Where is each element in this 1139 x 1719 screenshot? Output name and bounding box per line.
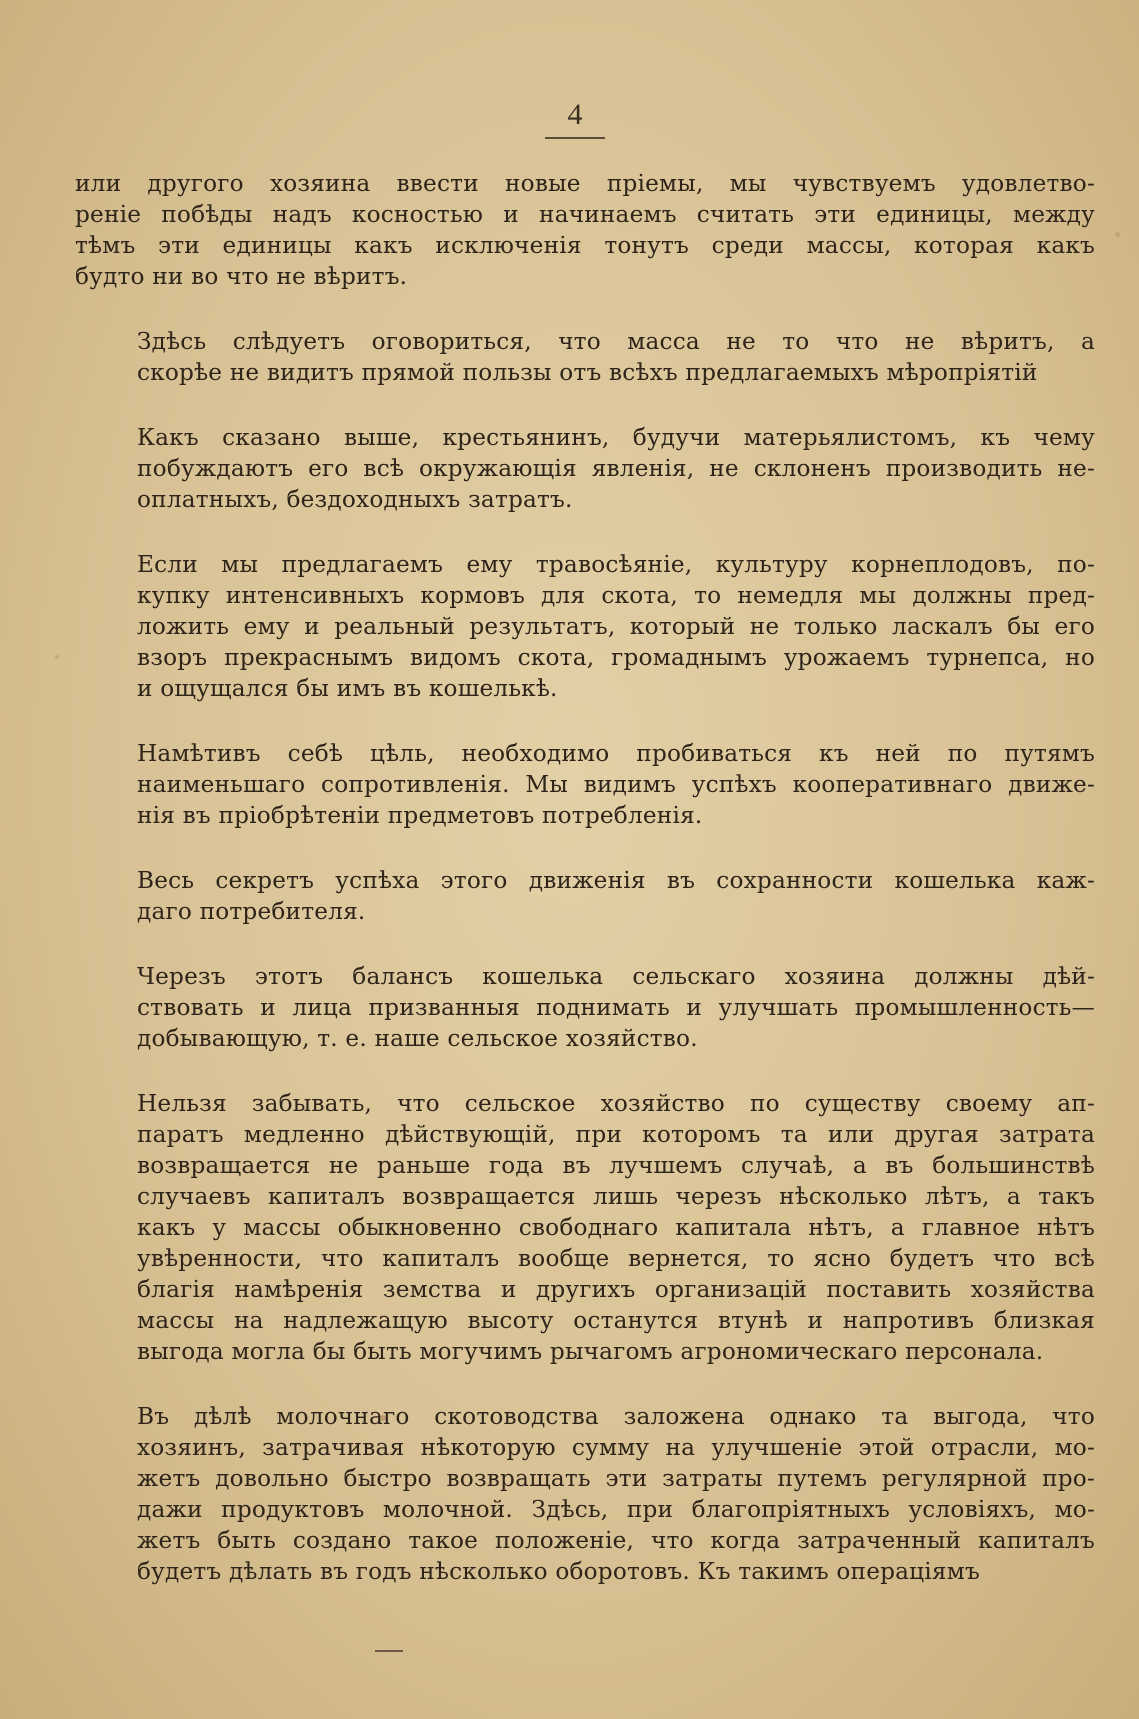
text-line: скорѣе не видитъ прямой пользы отъ всѣхъ предлагаемыхъ мѣропріятій	[137, 359, 1038, 386]
text-line: какъ у массы обыкновенно свободнаго капитала нѣтъ, а главное нѣтъ	[137, 1214, 1095, 1241]
text-line: благія намѣренія земства и другихъ организацій поставить хозяйства	[137, 1276, 1095, 1303]
text-line: увѣренности, что капиталъ вообще вернется, то ясно будетъ что всѣ	[137, 1245, 1095, 1272]
text-line: хозяинъ, затрачивая нѣкоторую сумму на улучшеніе этой отрасли, мо-	[137, 1434, 1095, 1461]
text-line: жетъ довольно быстро возвращать эти затраты путемъ регулярной про-	[137, 1465, 1095, 1492]
page-number-rule	[545, 137, 605, 139]
text-line: возвращается не раньше года въ лучшемъ случаѣ, а въ большинствѣ	[137, 1152, 1095, 1179]
text-line: Въ дѣлѣ молочнаго скотоводства заложена однако та выгода, что	[137, 1403, 1095, 1430]
paragraph	[75, 738, 1095, 831]
paragraph	[75, 1088, 1095, 1367]
text-line: выгода могла бы быть могучимъ рычагомъ агрономическаго персонала.	[137, 1338, 1044, 1365]
text-line: жетъ быть создано такое положеніе, что когда затраченный капиталъ	[137, 1527, 1095, 1554]
text-line: или другого хозяина ввести новые пріемы, мы чувствуемъ удовлетво-	[75, 170, 1095, 197]
body-text	[75, 168, 1095, 1621]
text-line: будто ни во что не вѣритъ.	[75, 263, 408, 290]
page-number: 4	[567, 98, 583, 131]
text-line: тѣмъ эти единицы какъ исключенія тонутъ среди массы, которая какъ	[75, 232, 1095, 259]
paragraph	[75, 961, 1095, 1054]
paragraph	[75, 1401, 1095, 1587]
paragraph	[75, 422, 1095, 515]
text-line: даго потребителя.	[137, 898, 366, 925]
text-line: Черезъ этотъ балансъ кошелька сельскаго хозяина должны дѣй-	[137, 963, 1095, 990]
paragraph	[75, 865, 1095, 927]
text-line: дажи продуктовъ молочной. Здѣсь, при благопріятныхъ условіяхъ, мо-	[137, 1496, 1095, 1523]
text-line: ствовать и лица призванныя поднимать и улучшать промышленность—	[137, 994, 1095, 1021]
text-line: нія въ пріобрѣтеніи предметовъ потребленія.	[137, 802, 703, 829]
paragraph	[75, 168, 1095, 292]
text-line: наименьшаго сопротивленія. Мы видимъ успѣхъ кооперативнаго движе-	[137, 771, 1095, 798]
text-line: Намѣтивъ себѣ цѣль, необходимо пробиваться къ ней по путямъ	[137, 740, 1095, 767]
paper-stain	[55, 655, 59, 659]
paper-stain	[380, 1415, 386, 1421]
text-line: купку интенсивныхъ кормовъ для скота, то немедля мы должны пред-	[137, 582, 1095, 609]
text-line: побуждаютъ его всѣ окружающія явленія, не склоненъ производить не-	[137, 455, 1095, 482]
paragraph	[75, 326, 1095, 388]
paper-stain	[1115, 232, 1120, 237]
text-line: ложить ему и реальный результатъ, который не только ласкалъ бы его	[137, 613, 1095, 640]
text-line: Здѣсь слѣдуетъ оговориться, что масса не то что не вѣритъ, а	[137, 328, 1095, 355]
text-line: Если мы предлагаемъ ему травосѣяніе, культуру корнеплодовъ, по-	[137, 551, 1095, 578]
text-line: случаевъ капиталъ возвращается лишь черезъ нѣсколько лѣтъ, а такъ	[137, 1183, 1095, 1210]
text-line: массы на надлежащую высоту останутся втунѣ и напротивъ близкая	[137, 1307, 1095, 1334]
paragraph	[75, 549, 1095, 704]
text-line: паратъ медленно дѣйствующій, при которомъ та или другая затрата	[137, 1121, 1095, 1148]
text-line: реніе побѣды надъ косностью и начинаемъ считать эти единицы, между	[75, 201, 1095, 228]
text-line: будетъ дѣлать въ годъ нѣсколько оборотовъ. Къ такимъ операціямъ	[137, 1558, 980, 1585]
text-line: Нельзя забывать, что сельское хозяйство по существу своему ап-	[137, 1090, 1095, 1117]
text-line: оплатныхъ, бездоходныхъ затратъ.	[137, 486, 573, 513]
text-line: Какъ сказано выше, крестьянинъ, будучи матерьялистомъ, къ чему	[137, 424, 1095, 451]
bottom-mark	[375, 1650, 403, 1652]
text-line: добывающую, т. е. наше сельское хозяйство.	[137, 1025, 698, 1052]
text-line: взоръ прекраснымъ видомъ скота, громаднымъ урожаемъ турнепса, но	[137, 644, 1095, 671]
text-line: и ощущался бы имъ въ кошелькѣ.	[137, 675, 558, 702]
text-line: Весь секретъ успѣха этого движенія въ сохранности кошелька каж-	[137, 867, 1095, 894]
